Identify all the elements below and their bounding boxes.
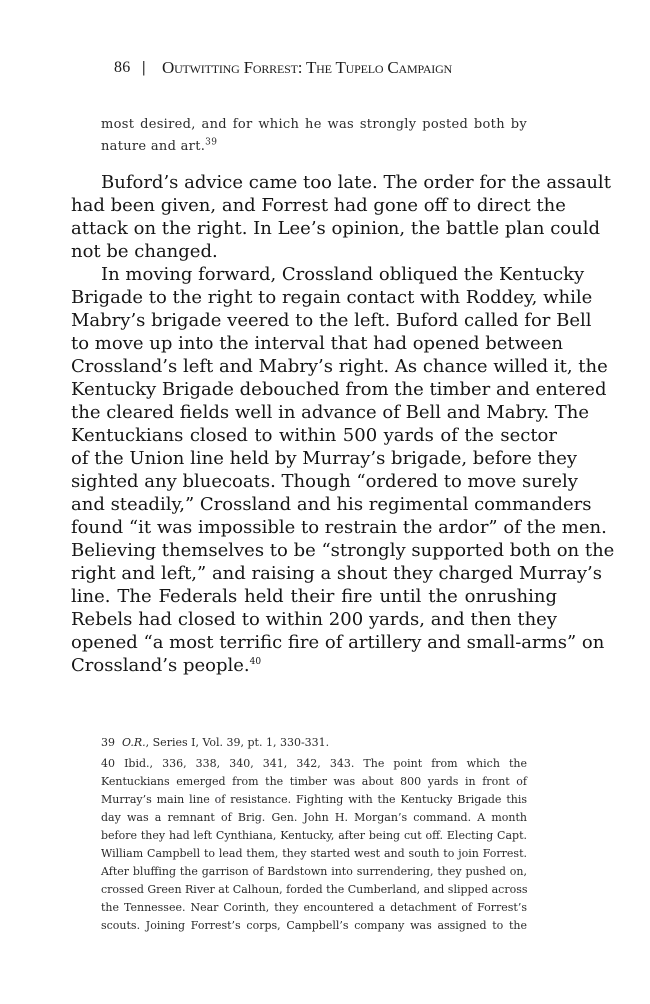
header-separator: | — [142, 59, 146, 76]
paragraph-2-line: and steadily,” Crossland and his regimental commanders — [71, 494, 592, 515]
running-title: Outwitting Forrest: The Tupelo Campaign — [162, 58, 453, 77]
running-header — [114, 56, 554, 80]
footnote-40-line: After bluffing the garrison of Bardstown into surrendering, they pushed on, — [101, 865, 527, 878]
paragraph-2-line: Kentucky Brigade debouched from the timber and entered — [71, 379, 607, 400]
footnote-40-line: the Tennessee. Near Corinth, they encountered a detachment of Forrest’s — [101, 901, 527, 914]
paragraph-2-line: Rebels had closed to within 200 yards, and then they — [71, 609, 557, 630]
footnote-40-line: Kentuckians emerged from the timber was about 800 yards in front of — [101, 775, 527, 788]
paragraph-2-line: the cleared fields well in advance of Bell and Mabry. The — [71, 402, 590, 423]
quote-line-last — [101, 136, 527, 158]
paragraph-2-line: Mabry’s brigade veered to the left. Buford called for Bell — [71, 310, 592, 331]
footnote-39-number: 39 — [101, 736, 115, 749]
footnote-39-text: , Series I, Vol. 39, pt. 1, 330-331. — [145, 736, 330, 749]
paragraph-2-line: right and left,” and raising a shout they charged Murray’s — [71, 563, 602, 584]
footnotes — [101, 734, 527, 935]
paragraph-2-line: found “it was impossible to restrain the ardor” of the men. — [71, 517, 607, 538]
footnote-40-line: Murray’s main line of resistance. Fighting with the Kentucky Brigade this — [101, 793, 527, 806]
paragraph-2-line: Believing themselves to be “strongly supported both on the — [71, 540, 615, 561]
body-text — [71, 171, 615, 677]
footnote-40-line: day was a remnant of Brig. Gen. John H. Morgan’s command. A month — [101, 811, 527, 824]
paragraph-1-line: had been given, and Forrest had gone off to direct the — [71, 195, 566, 216]
footnote-40-line: before they had left Cynthiana, Kentucky, after being cut off. Electing Capt. — [101, 829, 527, 842]
footnote-ref-39: 39 — [205, 137, 218, 148]
footnote-40-line: 40 Ibid., 336, 338, 340, 341, 342, 343. The point from which the — [101, 757, 527, 770]
quote-line-text: nature and art. — [101, 139, 206, 154]
footnote-39-source: O.R. — [122, 736, 146, 749]
paragraph-2-line: of the Union line held by Murray’s brigade, before they — [71, 448, 578, 469]
paragraph-2-line: opened “a most terrific fire of artillery and small-arms” on — [71, 632, 605, 653]
paragraph-2-line: Kentuckians closed to within 500 yards of the sector — [71, 425, 557, 446]
paragraph-2-line: Brigade to the right to regain contact with Roddey, while — [71, 287, 593, 308]
paragraph-2-line: sighted any bluecoats. Though “ordered to move surely — [71, 471, 578, 492]
paragraph-1-line: attack on the right. In Lee’s opinion, the battle plan could — [71, 218, 601, 239]
paragraph-2-line: In moving forward, Crossland obliqued the Kentucky — [101, 264, 585, 285]
paragraph-2-line: Crossland’s left and Mabry’s right. As chance willed it, the — [71, 356, 608, 377]
quote-line: most desired, and for which he was strongly posted both by — [101, 117, 527, 132]
block-quote — [101, 114, 527, 158]
paragraph-2-line: to move up into the interval that had opened between — [71, 333, 563, 354]
footnote-40-line: scouts. Joining Forrest’s corps, Campbell’s company was assigned to the — [101, 919, 527, 932]
footnote-40 — [101, 755, 527, 935]
page-number: 86 — [114, 59, 131, 76]
paragraph-2-line-text: Crossland’s people. — [71, 655, 250, 676]
footnote-40-line: William Campbell to lead them, they started west and south to join Forrest. — [101, 847, 527, 860]
footnote-ref-40: 40 — [249, 657, 262, 667]
paragraph-1-line: Buford’s advice came too late. The order for the assault — [101, 172, 611, 193]
footnote-39 — [101, 734, 527, 752]
paragraph-2-last-line — [71, 654, 557, 677]
paragraph-2-line: line. The Federals held their fire until the onrushing — [71, 586, 557, 607]
footnote-40-line: crossed Green River at Calhoun, forded the Cumberland, and slipped across — [101, 883, 528, 896]
paragraph-1-line: not be changed. — [71, 241, 218, 262]
